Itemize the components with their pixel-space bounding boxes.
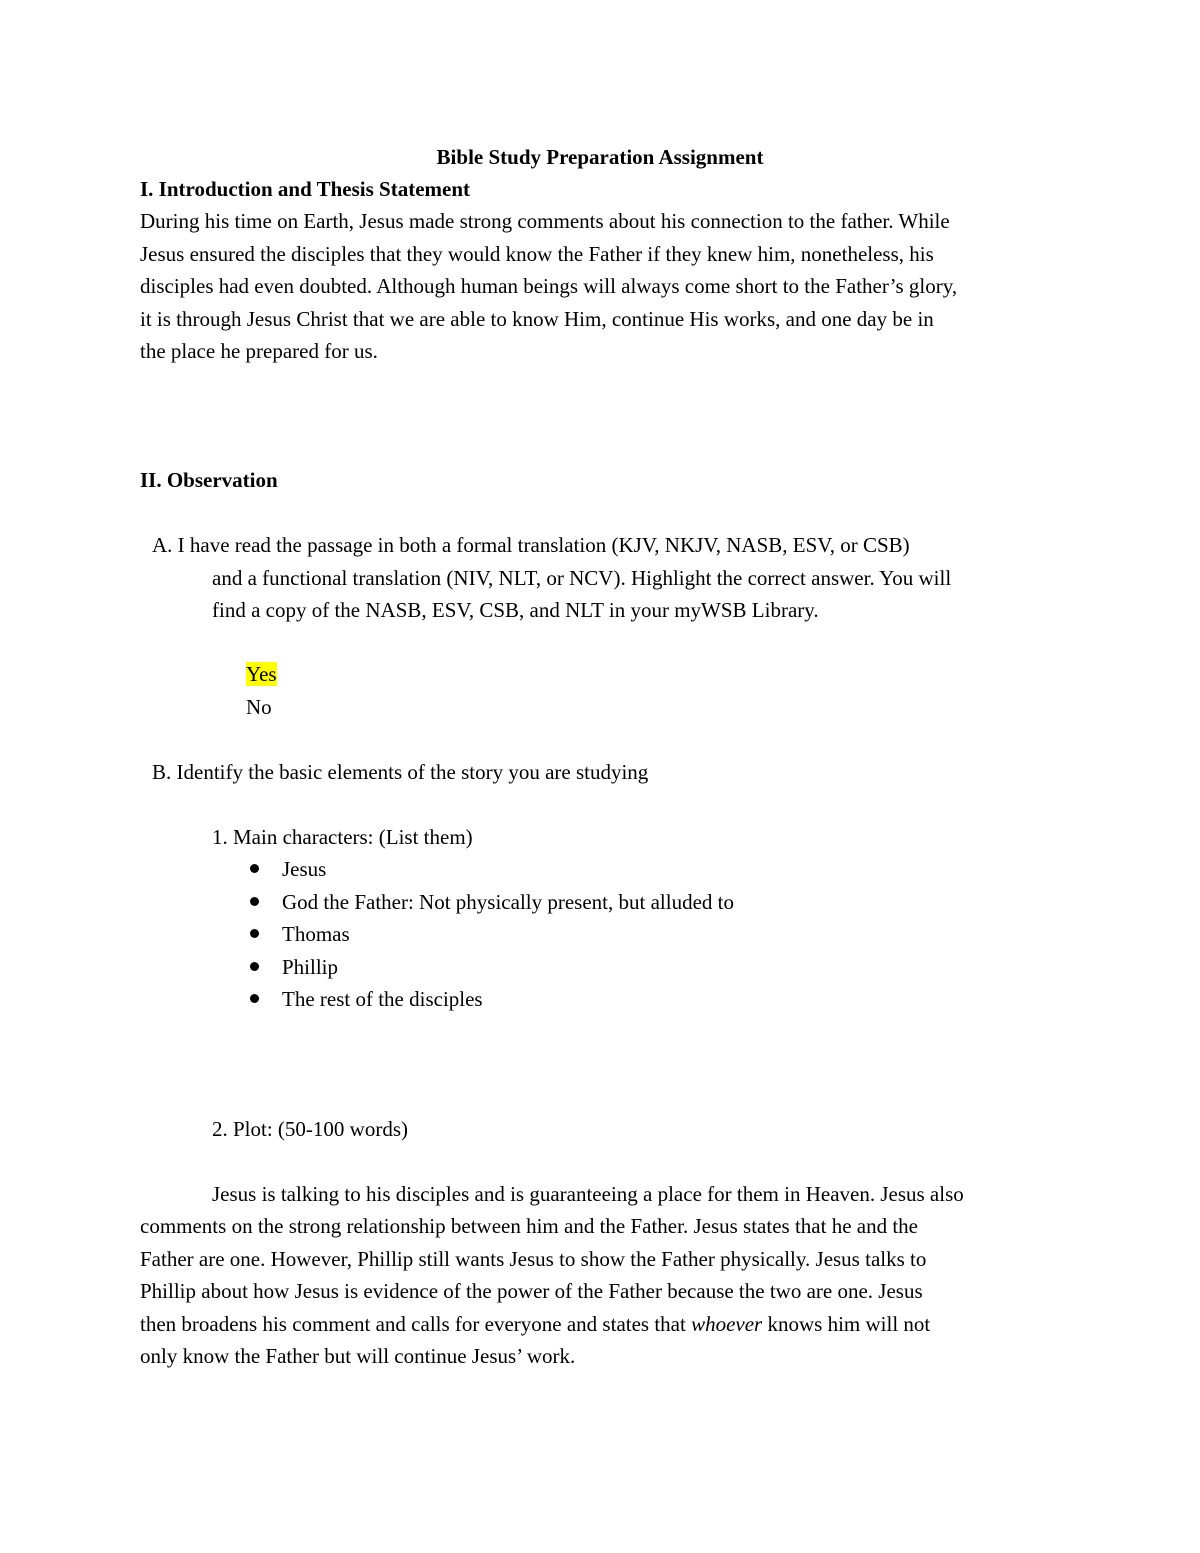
plot-text: knows him will not — [762, 1312, 931, 1336]
character-item: God the Father: Not physically present, but alluded to — [282, 890, 734, 914]
plot-line: Father are one. However, Phillip still wants Jesus to show the Father physically. Jesus talks to — [140, 1247, 927, 1271]
question-a-line: and a functional translation (NIV, NLT, or NCV). Highlight the correct answer. You will — [212, 566, 952, 590]
bullet-icon — [250, 897, 259, 906]
bullet-icon — [250, 962, 259, 971]
answer-yes — [246, 661, 277, 687]
plot-line: comments on the strong relationship between him and the Father. Jesus states that he and the — [140, 1214, 918, 1238]
bullet-icon — [250, 994, 259, 1003]
highlighted-answer: Yes — [246, 662, 277, 686]
intro-line: During his time on Earth, Jesus made strong comments about his connection to the father. While — [140, 209, 950, 233]
intro-line: Jesus ensured the disciples that they would know the Father if they knew him, nonetheless, his — [140, 242, 934, 266]
plot-heading: 2. Plot: (50-100 words) — [212, 1117, 408, 1141]
characters-heading: 1. Main characters: (List them) — [212, 825, 473, 849]
character-item: Jesus — [282, 857, 327, 881]
bullet-icon — [250, 929, 259, 938]
plot-line: only know the Father but will continue Jesus’ work. — [140, 1344, 576, 1368]
bullet-icon — [250, 864, 259, 873]
character-item: The rest of the disciples — [282, 987, 483, 1011]
character-item: Phillip — [282, 955, 339, 979]
question-b-heading: B. Identify the basic elements of the story you are studying — [152, 760, 649, 784]
plot-line: Jesus is talking to his disciples and is guaranteeing a place for them in Heaven. Jesus also — [212, 1182, 964, 1206]
plot-line: Phillip about how Jesus is evidence of the power of the Father because the two are one. Jesus — [140, 1279, 923, 1303]
question-a-line: find a copy of the NASB, ESV, CSB, and NLT in your myWSB Library. — [212, 598, 819, 622]
character-item: Thomas — [282, 922, 350, 946]
observation-heading: II. Observation — [140, 468, 278, 492]
plot-text: then broadens his comment and calls for everyone and states that — [140, 1312, 692, 1336]
plot-line — [140, 1311, 930, 1337]
answer-no: No — [246, 695, 272, 719]
emphasized-word: whoever — [691, 1312, 763, 1336]
intro-heading: I. Introduction and Thesis Statement — [140, 177, 471, 201]
document-title: Bible Study Preparation Assignment — [436, 145, 764, 169]
question-a-line: A. I have read the passage in both a formal translation (KJV, NKJV, NASB, ESV, or CSB) — [152, 533, 910, 557]
intro-line: disciples had even doubted. Although human beings will always come short to the Father’s glory, — [140, 274, 958, 298]
intro-line: the place he prepared for us. — [140, 339, 378, 363]
intro-line: it is through Jesus Christ that we are able to know Him, continue His works, and one day be in — [140, 307, 934, 331]
